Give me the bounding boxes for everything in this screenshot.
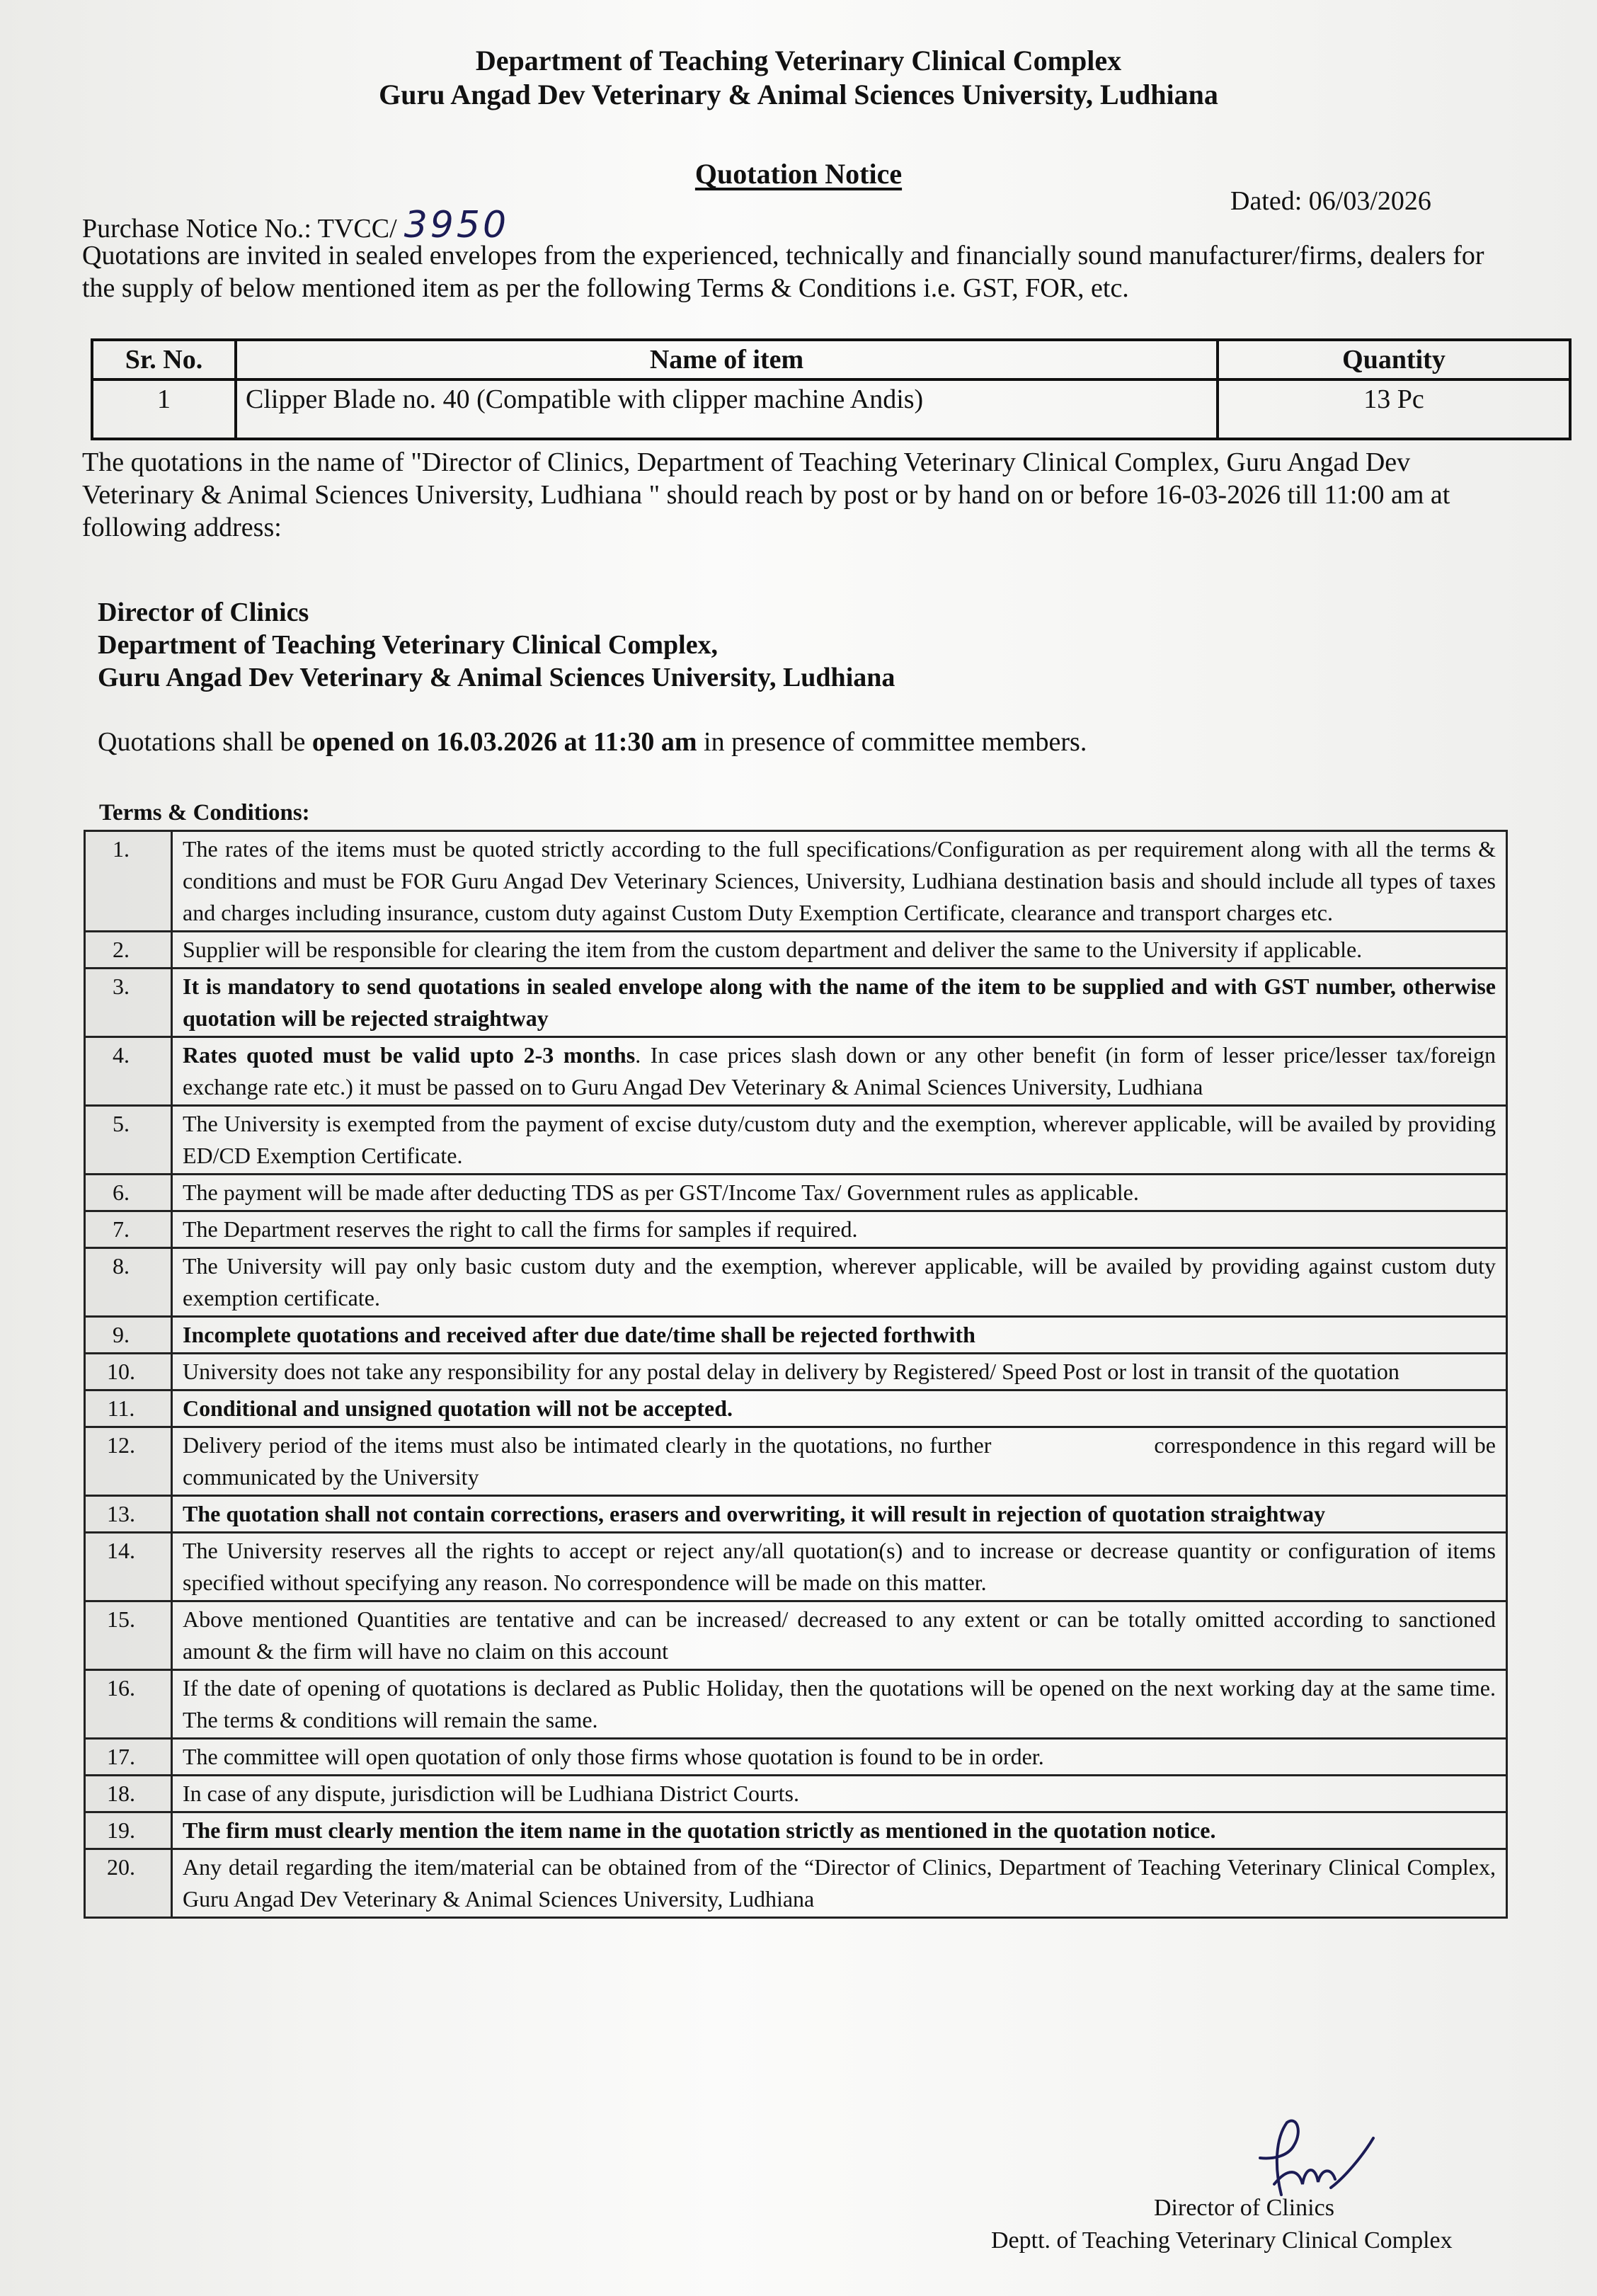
term-row bbox=[85, 1211, 1507, 1248]
term-text: The committee will open quotation of only those firms whose quotation is found to be in order. bbox=[172, 1739, 1507, 1776]
col-quantity: Quantity bbox=[1218, 340, 1570, 379]
opening-statement bbox=[98, 726, 1087, 758]
term-text: The University is exempted from the payment of excise duty/custom duty and the exemption, wherever applicable, will be availed by providing ED/CD Exemption Certificate. bbox=[172, 1106, 1507, 1175]
term-text: Conditional and unsigned quotation will not be accepted. bbox=[172, 1390, 1507, 1427]
term-row bbox=[85, 969, 1507, 1037]
term-row bbox=[85, 1496, 1507, 1533]
term-row bbox=[85, 1390, 1507, 1427]
term-row bbox=[85, 1175, 1507, 1211]
term-row bbox=[85, 1739, 1507, 1776]
term-number: 20. bbox=[85, 1849, 172, 1918]
term-row bbox=[85, 1427, 1507, 1496]
submission-address bbox=[98, 596, 895, 694]
term-text: Supplier will be responsible for clearing the item from the custom department and deliver the same to the University if applicable. bbox=[172, 932, 1507, 969]
term-row bbox=[85, 1812, 1507, 1849]
term-number: 17. bbox=[85, 1739, 172, 1776]
term-row bbox=[85, 932, 1507, 969]
term-row bbox=[85, 831, 1507, 932]
table-row bbox=[92, 379, 1570, 439]
term-text bbox=[172, 1427, 1507, 1496]
terms-table bbox=[84, 830, 1508, 1919]
handwritten-notice-number: 3950 bbox=[403, 204, 510, 246]
term-row bbox=[85, 1670, 1507, 1739]
col-sr-no: Sr. No. bbox=[92, 340, 236, 379]
term-text: The quotation shall not contain corrections, erasers and overwriting, it will result in rejection of quotation straightway bbox=[172, 1496, 1507, 1533]
term-text: University does not take any responsibility for any postal delay in delivery by Registered/ Speed Post or lost in transit of the quotation bbox=[172, 1354, 1507, 1390]
signatory-title: Director of Clinics bbox=[1154, 2195, 1334, 2221]
term-text: In case of any dispute, jurisdiction will be Ludhiana District Courts. bbox=[172, 1776, 1507, 1812]
term-text: The University reserves all the rights to accept or reject any/all quotation(s) and to increase or decrease quantity or configuration of items specified without specifying any reason. No correspondence will be made on this matter. bbox=[172, 1533, 1507, 1601]
items-table-header bbox=[92, 340, 1570, 379]
header-university: Guru Angad Dev Veterinary & Animal Sciences University, Ludhiana bbox=[379, 79, 1218, 110]
term-number: 8. bbox=[85, 1248, 172, 1317]
notice-title-text: Quotation Notice bbox=[694, 158, 903, 190]
term-number: 5. bbox=[85, 1106, 172, 1175]
term-text: The University will pay only basic custom duty and the exemption, wherever applicable, will be availed by providing against custom duty exemption certificate. bbox=[172, 1248, 1507, 1317]
term-row bbox=[85, 1317, 1507, 1354]
term-number: 12. bbox=[85, 1427, 172, 1496]
term-text: Incomplete quotations and received after due date/time shall be rejected forthwith bbox=[172, 1317, 1507, 1354]
term-number: 19. bbox=[85, 1812, 172, 1849]
term-row bbox=[85, 1106, 1507, 1175]
term-text: The Department reserves the right to call the firms for samples if required. bbox=[172, 1211, 1507, 1248]
term-text-part1: Delivery period of the items must also be intimated clearly in the quotations, no further bbox=[183, 1432, 992, 1458]
item-sr-no: 1 bbox=[92, 379, 236, 439]
item-quantity: 13 Pc bbox=[1218, 379, 1570, 439]
address-line: Guru Angad Dev Veterinary & Animal Sciences University, Ludhiana bbox=[98, 663, 895, 692]
term-row bbox=[85, 1037, 1507, 1106]
term-text: The firm must clearly mention the item name in the quotation strictly as mentioned in the quotation notice. bbox=[172, 1812, 1507, 1849]
opening-date-time: opened on 16.03.2026 at 11:30 am bbox=[311, 727, 697, 757]
header-department: Department of Teaching Veterinary Clinical Complex bbox=[475, 45, 1122, 76]
term-number: 9. bbox=[85, 1317, 172, 1354]
items-table bbox=[91, 338, 1572, 440]
term-number: 14. bbox=[85, 1533, 172, 1601]
term-number: 6. bbox=[85, 1175, 172, 1211]
purchase-notice-label: Purchase Notice No.: TVCC/ bbox=[82, 214, 397, 244]
term-number: 2. bbox=[85, 932, 172, 969]
term-number: 11. bbox=[85, 1390, 172, 1427]
term-number: 16. bbox=[85, 1670, 172, 1739]
address-line: Department of Teaching Veterinary Clinical Complex, bbox=[98, 630, 719, 660]
col-item-name: Name of item bbox=[236, 340, 1218, 379]
term-text: Above mentioned Quantities are tentative and can be increased/ decreased to any extent or can be totally omitted according to sanctioned amount & the firm will have no claim on this account bbox=[172, 1601, 1507, 1670]
term-text: It is mandatory to send quotations in sealed envelope along with the name of the item to be supplied and with GST number, otherwise quotation will be rejected straightway bbox=[172, 969, 1507, 1037]
term-number: 10. bbox=[85, 1354, 172, 1390]
term-number: 3. bbox=[85, 969, 172, 1037]
submission-paragraph: The quotations in the name of "Director of Clinics, Department of Teaching Veterinary Clinical Complex, Guru Angad Dev Veterinary & Animal Sciences University, Ludhiana " should reach by post or by hand on or before 16-03-2026 till 11:00 am at following address: bbox=[82, 447, 1450, 542]
address-line: Director of Clinics bbox=[98, 598, 309, 627]
term-text-rest: . In case prices slash down or any other benefit (in form of lesser price/lesser tax/foreign exchange rate etc.) it must be passed on to Guru Angad Dev Veterinary & Animal Sciences University, Ludhiana bbox=[183, 1042, 1496, 1100]
notice-date: Dated: 06/03/2026 bbox=[1230, 186, 1431, 216]
term-row bbox=[85, 1776, 1507, 1812]
term-number: 15. bbox=[85, 1601, 172, 1670]
term-number: 18. bbox=[85, 1776, 172, 1812]
opening-pre: Quotations shall be bbox=[98, 727, 312, 757]
signature-image bbox=[1232, 2117, 1380, 2202]
term-number: 13. bbox=[85, 1496, 172, 1533]
term-number: 4. bbox=[85, 1037, 172, 1106]
term-row bbox=[85, 1601, 1507, 1670]
term-text-part2: correspondence in this regard will be communicated by the University bbox=[183, 1432, 1496, 1490]
item-name: Clipper Blade no. 40 (Compatible with clipper machine Andis) bbox=[236, 379, 1218, 439]
terms-title: Terms & Conditions: bbox=[99, 800, 310, 826]
intro-paragraph: Quotations are invited in sealed envelopes from the experienced, technically and financially sound manufacturer/firms, dealers for the supply of below mentioned item as per the following Terms & Conditions i.e. GST, FOR, etc. bbox=[82, 241, 1484, 303]
term-text: The rates of the items must be quoted strictly according to the full specifications/Configuration as per requirement along with all the terms & conditions and must be FOR Guru Angad Dev Veterinary Sciences, University, Ludhiana destination basis and should include all types of taxes and charges including insurance, custom duty against Custom Duty Exemption Certificate, clearance and transport charges etc. bbox=[172, 831, 1507, 932]
term-text: Any detail regarding the item/material can be obtained from of the “Director of Clinics, Department of Teaching Veterinary Clinical Complex, Guru Angad Dev Veterinary & Animal Sciences University, Ludhiana bbox=[172, 1849, 1507, 1918]
term-row bbox=[85, 1248, 1507, 1317]
term-text-bold: Rates quoted must be valid upto 2-3 months bbox=[183, 1042, 636, 1068]
term-number: 1. bbox=[85, 831, 172, 932]
opening-post: in presence of committee members. bbox=[697, 727, 1087, 757]
term-text: The payment will be made after deducting TDS as per GST/Income Tax/ Government rules as applicable. bbox=[172, 1175, 1507, 1211]
term-text bbox=[172, 1037, 1507, 1106]
term-row bbox=[85, 1849, 1507, 1918]
term-row bbox=[85, 1533, 1507, 1601]
term-number: 7. bbox=[85, 1211, 172, 1248]
signatory-department: Deptt. of Teaching Veterinary Clinical Complex bbox=[991, 2227, 1453, 2254]
term-row bbox=[85, 1354, 1507, 1390]
term-text: If the date of opening of quotations is declared as Public Holiday, then the quotations will be opened on the next working day at the same time. The terms & conditions will remain the same. bbox=[172, 1670, 1507, 1739]
